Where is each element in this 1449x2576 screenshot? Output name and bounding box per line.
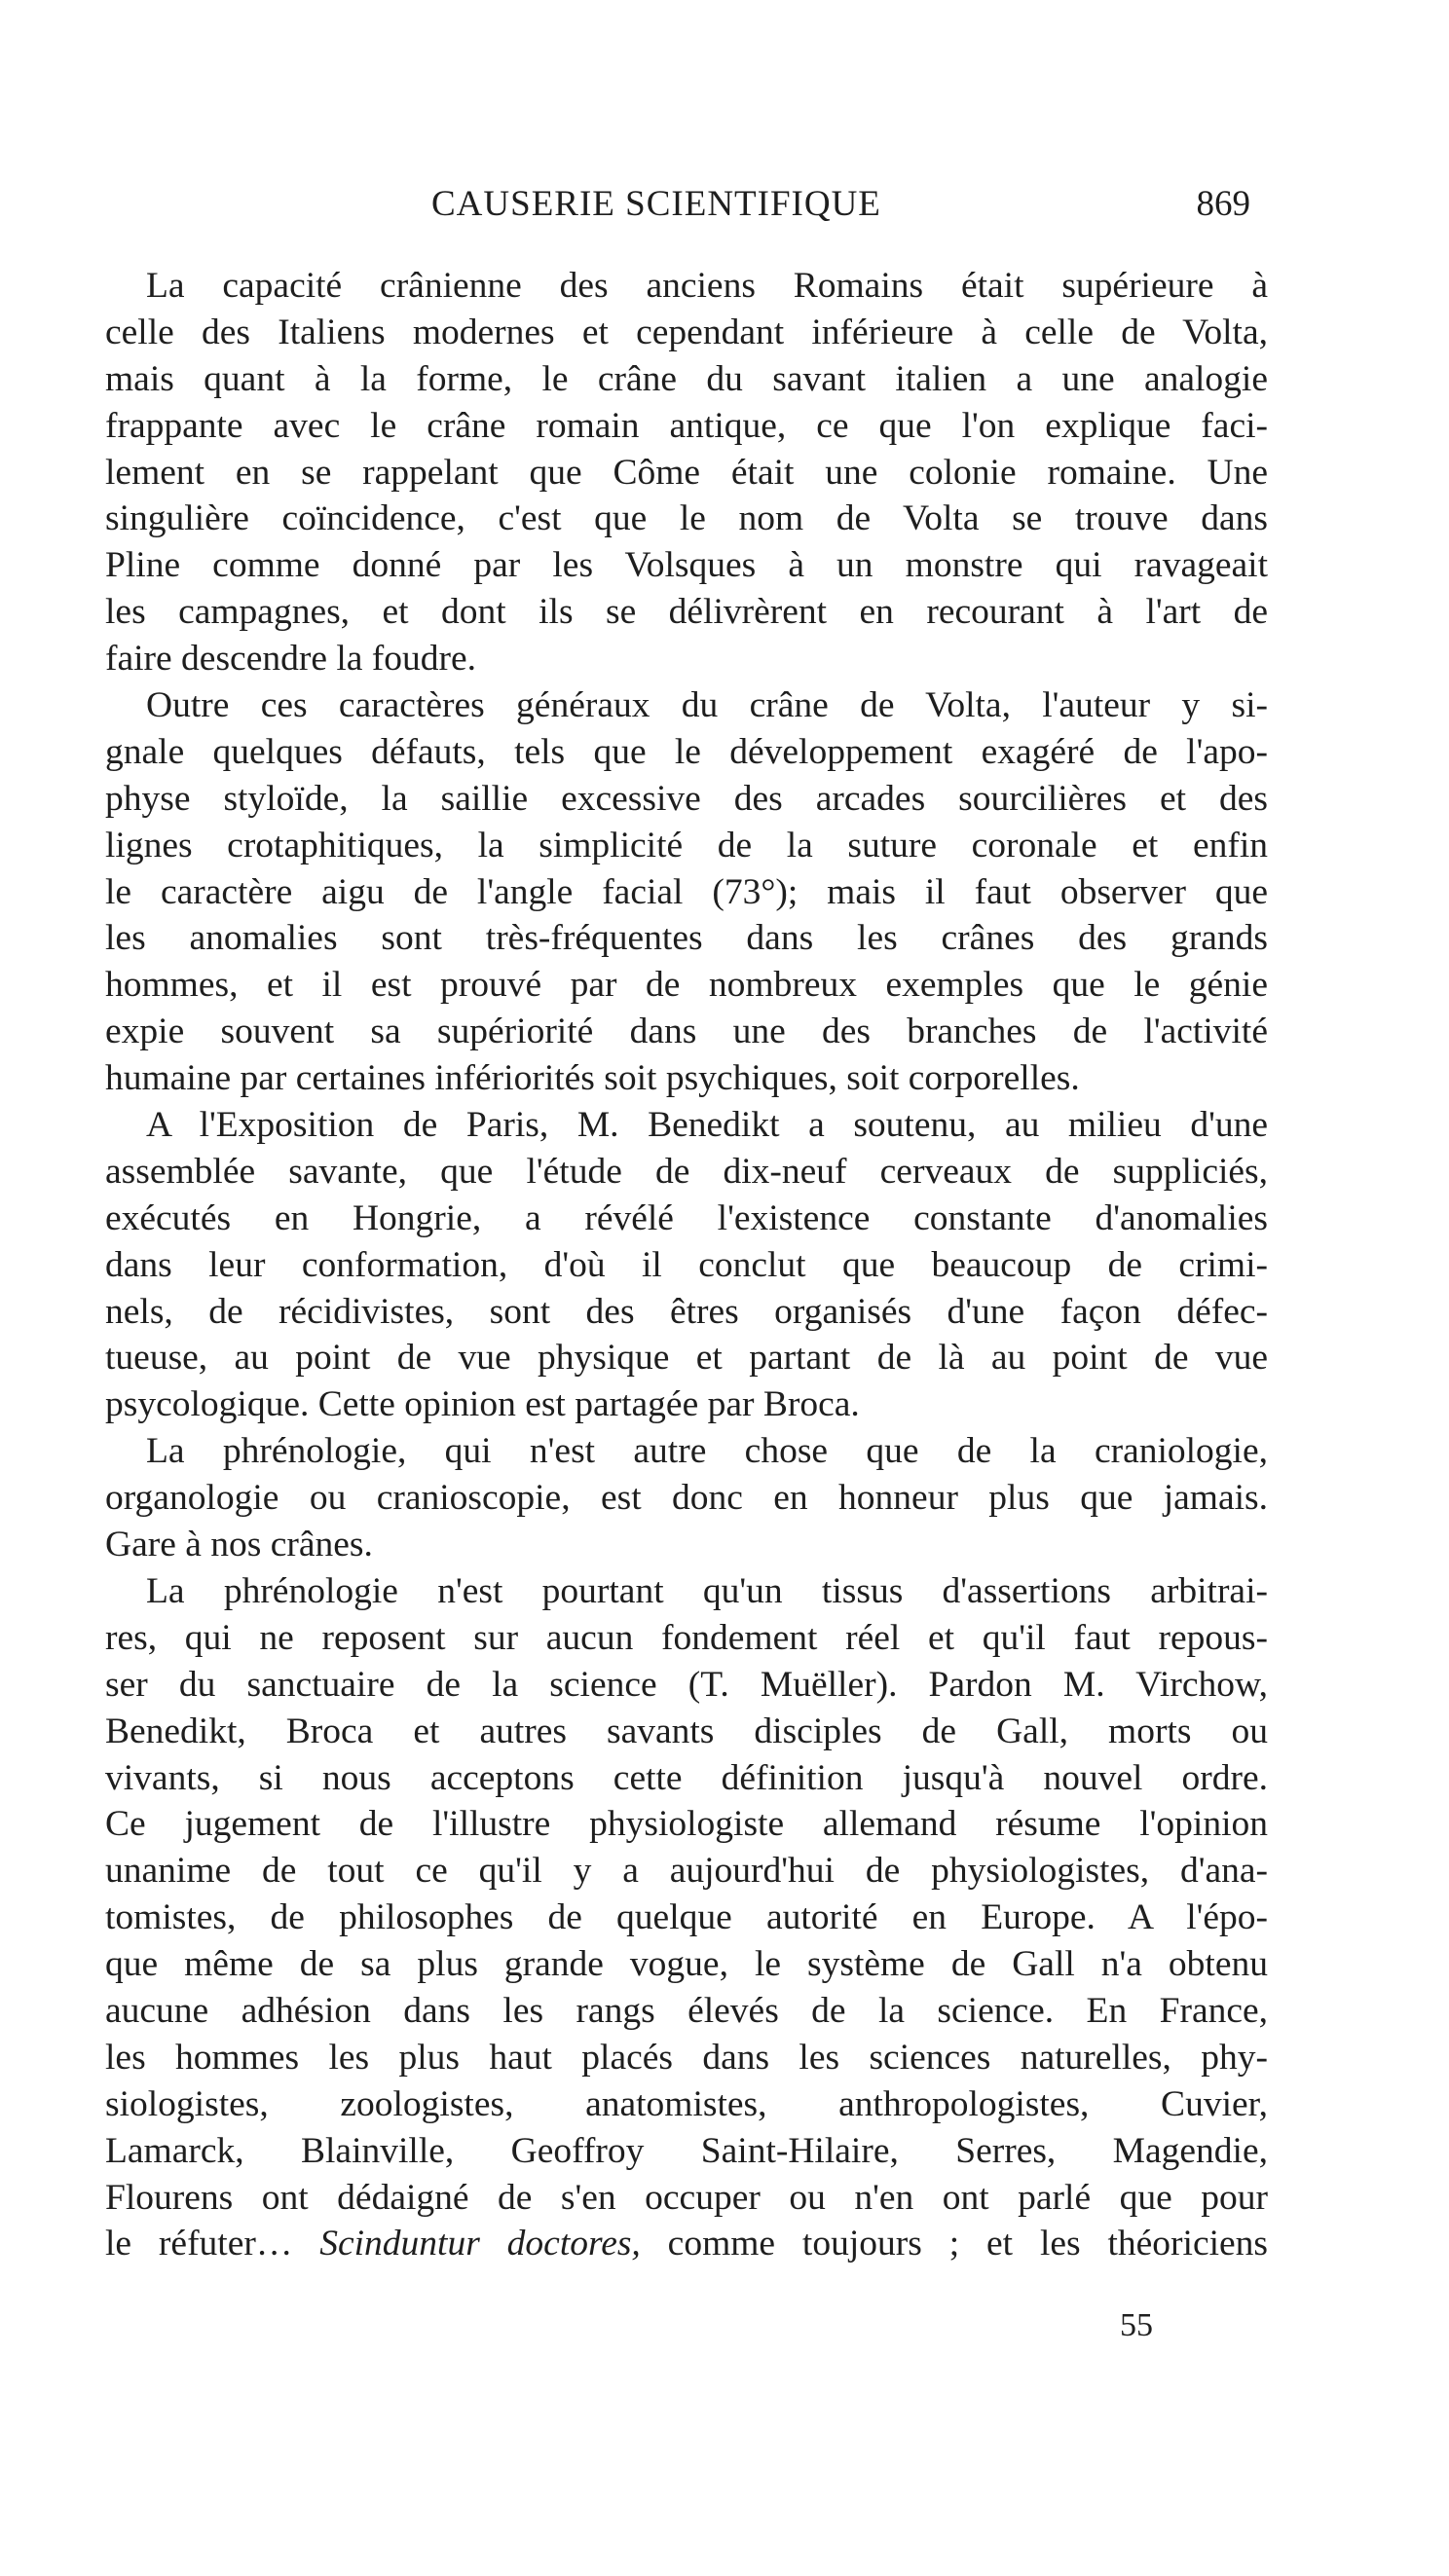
text-line: assemblée savante, que l'étude de dix-neuf cerveaux de suppliciés, [105,1151,1268,1192]
running-head [105,183,1254,238]
text-line: Outre ces caractères généraux du crâne de Volta, l'auteur y si- [146,685,1268,726]
text-line: res, qui ne reposent sur aucun fondement réel et qu'il faut repous- [105,1617,1268,1658]
text-line: Pline comme donné par les Volsques à un monstre qui ravageait [105,545,1268,586]
text-line: Flourens ont dédaigné de s'en occuper ou n'en ont parlé que pour [105,2177,1268,2218]
text-line: aucune adhésion dans les rangs élevés de la science. En France, [105,1990,1268,2031]
text-line: les anomalies sont très-fréquentes dans les crânes des grands [105,918,1268,959]
text-line: les hommes les plus haut placés dans les sciences naturelles, phy- [105,2037,1268,2078]
text-line: gnale quelques défauts, tels que le développement exagéré de l'apo- [105,731,1268,772]
text-line: le caractère aigu de l'angle facial (73°); mais il faut observer que [105,871,1268,912]
page-number: 869 [1196,184,1250,224]
text-line: physe styloïde, la saillie excessive des arcades sourcilières et des [105,778,1268,819]
text-line: tueuse, au point de vue physique et partant de là au point de vue [105,1338,1268,1379]
text-line: dans leur conformation, d'où il conclut que beaucoup de crimi- [105,1244,1268,1285]
text-line: La capacité crânienne des anciens Romains était supérieure à [146,266,1268,306]
text-run: comme toujours ; et les théoriciens [640,2224,1269,2264]
text-line: exécutés en Hongrie, a révélé l'existence constante d'anomalies [105,1197,1268,1238]
text-run: le réfuter… [105,2224,320,2264]
text-line: La phrénologie, qui n'est autre chose que de la craniologie, [146,1431,1268,1472]
text-line: Benedikt, Broca et autres savants disciples de Gall, morts ou [105,1711,1268,1751]
paragraph-2 [105,682,1268,1102]
text-line: expie souvent sa supériorité dans une des branches de l'activité [105,1012,1268,1052]
text-line: vivants, si nous acceptons cette définition jusqu'à nouvel ordre. [105,1757,1268,1798]
text-line: unanime de tout ce qu'il y a aujourd'hui de physiologistes, d'ana- [105,1851,1268,1892]
text-line-with-italic [105,2221,1268,2267]
text-line: Ce jugement de l'illustre physiologiste allemand résume l'opinion [105,1804,1268,1845]
text-line: que même de sa plus grande vogue, le système de Gall n'a obtenu [105,1944,1268,1985]
text-line: tomistes, de philosophes de quelque autorité en Europe. A l'épo- [105,1897,1268,1938]
text-line: frappante avec le crâne romain antique, ce que l'on explique faci- [105,405,1268,446]
text-line: hommes, et il est prouvé par de nombreux exemples que le génie [105,965,1268,1006]
italic-latin-phrase: Scinduntur doctores, [319,2224,641,2264]
text-line: faire descendre la foudre. [105,639,477,680]
signature-mark: 55 [1120,2307,1153,2343]
text-line: organologie ou cranioscopie, est donc en honneur plus que jamais. [105,1478,1268,1519]
paragraph-4 [105,1428,1268,1568]
text-line: singulière coïncidence, c'est que le nom de Volta se trouve dans [105,498,1268,539]
text-line: ser du sanctuaire de la science (T. Muëller). Pardon M. Virchow, [105,1664,1268,1705]
body-text [105,263,1268,2267]
text-line: lignes crotaphitiques, la simplicité de la suture coronale et enfin [105,825,1268,865]
text-line: lement en se rappelant que Côme était une colonie romaine. Une [105,452,1268,493]
text-line: Gare à nos crânes. [105,1525,373,1565]
text-line: mais quant à la forme, le crâne du savant italien a une analogie [105,358,1268,399]
text-line: psycologique. Cette opinion est partagée par Broca. [105,1384,860,1425]
text-line: nels, de récidivistes, sont des êtres organisés d'une façon défec- [105,1291,1268,1332]
paragraph-3 [105,1102,1268,1428]
text-line: Lamarck, Blainville, Geoffroy Saint-Hilaire, Serres, Magendie, [105,2130,1268,2171]
paragraph-5 [105,1568,1268,2267]
text-line: siologistes, zoologistes, anatomistes, anthropologistes, Cuvier, [105,2083,1268,2124]
paragraph-1 [105,263,1268,682]
text-line: celle des Italiens modernes et cependant inférieure à celle de Volta, [105,312,1268,352]
running-title: CAUSERIE SCIENTIFIQUE [431,184,881,224]
text-line: La phrénologie n'est pourtant qu'un tissus d'assertions arbitrai- [146,1570,1268,1611]
text-line: les campagnes, et dont ils se délivrèrent en recourant à l'art de [105,592,1268,633]
text-line: humaine par certaines infériorités soit psychiques, soit corporelles. [105,1058,1080,1099]
text-line: A l'Exposition de Paris, M. Benedikt a soutenu, au milieu d'une [146,1105,1268,1146]
